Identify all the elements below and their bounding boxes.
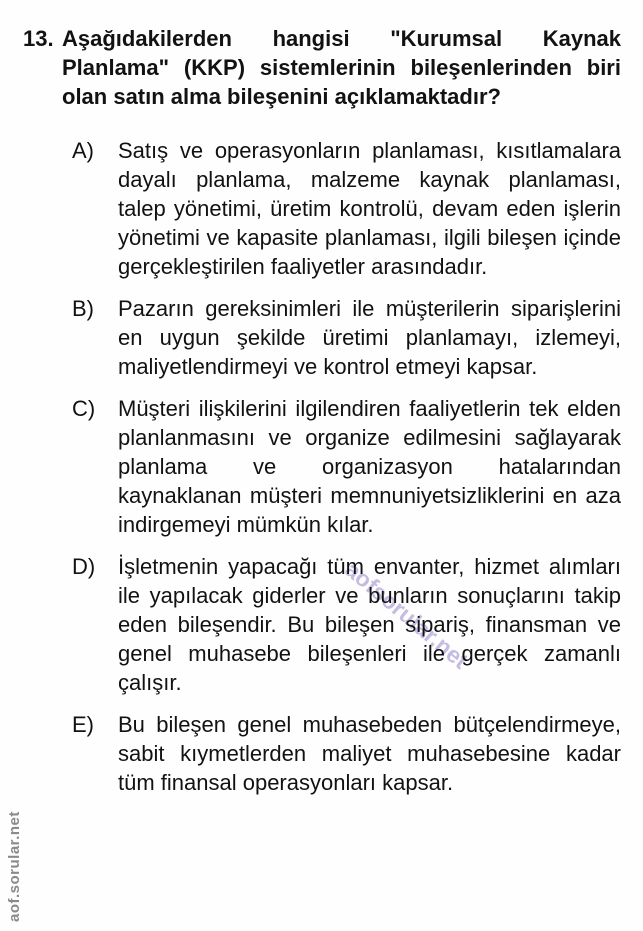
option-e-letter: E) bbox=[72, 712, 94, 737]
option-b-text: Pazarın gereksinimleri ile müşterilerin siparişlerini en uygun şekilde üretimi planlamayı, izlemeyi, maliyetlendirmeyi ve kontrol etmeyi kapsar. bbox=[118, 296, 621, 379]
side-watermark-text: aof.sorular.net bbox=[6, 811, 23, 922]
option-e-row bbox=[72, 710, 621, 797]
question-row bbox=[0, 0, 643, 111]
option-a-text: Satış ve operasyonların planlaması, kısıtlamalara dayalı planlama, malzeme kaynak planlaması, talep yönetimi, üretim kontrolü, devam eden işlerin yönetimi ve kapasite planlaması, ilgili bileşen içinde gerçekleştirilen faaliyetler arasındadır. bbox=[118, 138, 621, 279]
diagonal-watermark-text: aofsorular.net bbox=[340, 556, 474, 674]
option-b-row bbox=[72, 294, 621, 381]
option-e-text: Bu bileşen genel muhasebeden bütçelendirmeye, sabit kıymetlerden maliyet muhasebesine kadar tüm finansal operasyonları kapsar. bbox=[118, 712, 621, 795]
option-a-letter: A) bbox=[72, 138, 94, 163]
option-c-letter: C) bbox=[72, 396, 96, 421]
option-d-letter: D) bbox=[72, 554, 96, 579]
question-number: 13. bbox=[23, 26, 54, 51]
options-list bbox=[0, 111, 643, 797]
option-d-row bbox=[72, 552, 621, 697]
option-b-letter: B) bbox=[72, 296, 94, 321]
option-c-text: Müşteri ilişkilerini ilgilendiren faaliyetlerin tek elden planlanmasını ve organize edilmesini sağlayarak planlama ve organizasyon hatalarından kaynaklanan müşteri memnuniyetsizliklerini en aza indirgemeyi mümkün kılar. bbox=[118, 396, 621, 537]
option-c-row bbox=[72, 394, 621, 539]
option-a-row bbox=[72, 136, 621, 281]
option-d-text: İşletmenin yapacağı tüm envanter, hizmet alımları ile yapılacak giderler ve bunların sonuçlarını takip eden bileşendir. Bu bileşen sipariş, finansman ve genel muhasebe bileşenleri ile gerçek zamanlı çalışır. bbox=[118, 554, 621, 695]
question-text: Aşağıdakilerden hangisi "Kurumsal Kaynak Planlama" (KKP) sistemlerinin bileşenlerinden biri olan satın alma bileşenini açıklamaktadır? bbox=[62, 26, 621, 109]
